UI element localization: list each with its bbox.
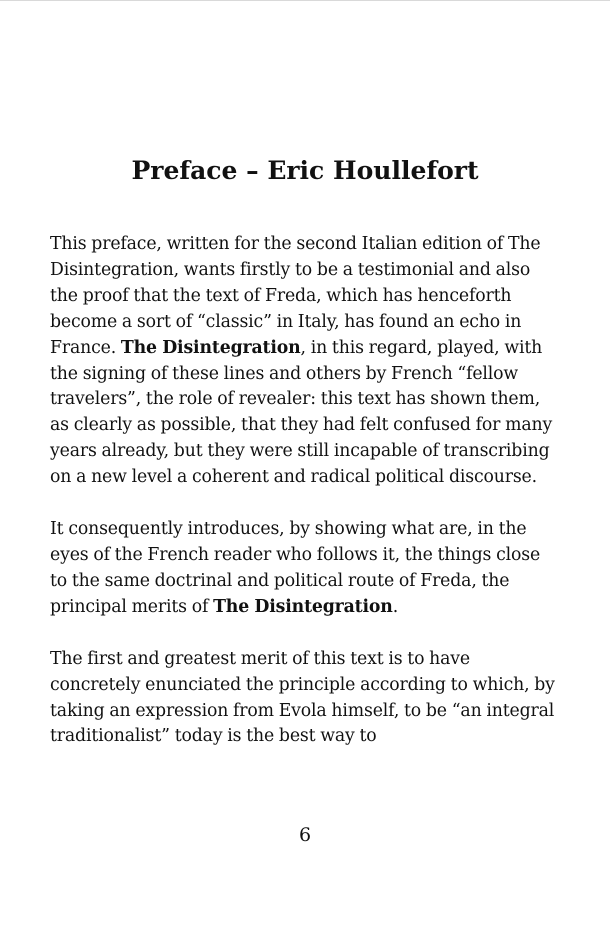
page-number: 6	[298, 824, 312, 846]
book-title-emphasis: The Disintegration	[213, 596, 393, 617]
paragraph-3-text: The first and greatest merit of this text is to have concretely enunciated the principle according to which, by taking an expression from Evola himself, to be “an integral traditionalist” today is the best way to	[50, 648, 555, 747]
paragraph-1-text-start: This preface, written for the second Italian edition of The Disintegration, wants firstly to be a testimonial and also the proof that the text of Freda, which has henceforth become a sort of “classic” in Italy, has found an echo in France.	[50, 234, 541, 358]
paragraph-1-text-end: , in this regard, played, with the signing of these lines and others by French “fellow travelers”, the role of revealer: this text has shown them, as clearly as possible, that they had felt confused for many years already, but they were still incapable of transcribing on a new level a coherent and radical political discourse.	[50, 337, 553, 488]
book-title-emphasis: The Disintegration	[120, 337, 301, 358]
page-body	[50, 152, 560, 776]
paragraph-2	[50, 517, 560, 621]
paragraph-1	[50, 232, 560, 491]
chapter-title: Preface – Eric Houllefort	[131, 156, 479, 185]
paragraph-3	[50, 647, 560, 751]
page-top-border	[0, 0, 610, 1]
paragraph-2-text-start: It consequently introduces, by showing what are, in the eyes of the French reader who follows it, the things close to the same doctrinal and political route of Freda, the principal merits of	[50, 519, 541, 617]
paragraph-2-text-end: .	[392, 596, 399, 617]
